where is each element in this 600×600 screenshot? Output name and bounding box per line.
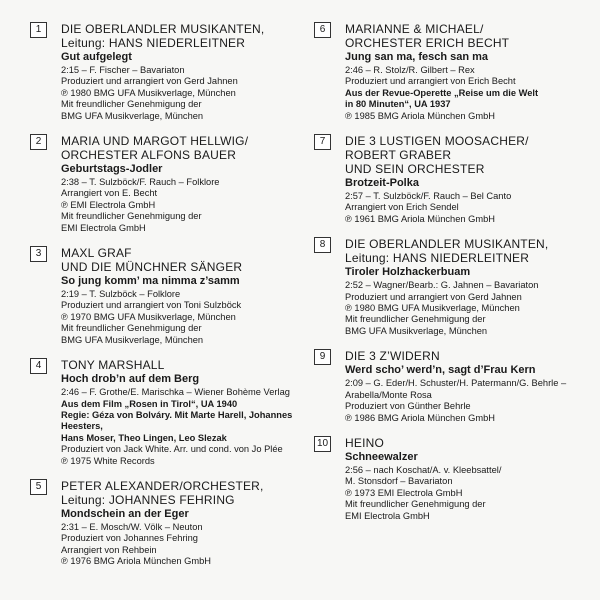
track-title: Schneewalzer — [345, 450, 418, 463]
track-number: 5 — [30, 479, 47, 495]
credit-line: Mit freundlicher Genehmigung der — [61, 211, 202, 222]
track-artist: DIE 3 Z’WIDERN — [345, 349, 440, 364]
credit-line: Produziert von Johannes Fehring — [61, 533, 198, 544]
track-credits — [61, 65, 298, 122]
track-entry — [314, 22, 584, 122]
track-number: 3 — [30, 246, 47, 262]
track-number: 8 — [314, 237, 331, 253]
track-artist: PETER ALEXANDER/ORCHESTER, — [61, 478, 264, 493]
credit-line: 2:52 – Wagner/Bearb.: G. Jahnen – Bavariaton — [345, 280, 539, 291]
credit-line: ℗ 1970 BMG UFA Musikverlage, München — [61, 311, 236, 322]
track-credits — [61, 387, 298, 467]
track-title: Hoch drob’n auf dem Berg — [61, 373, 200, 386]
track-title: Werd scho’ werd’n, sagt d’Frau Kern — [345, 364, 536, 377]
credit-line: ℗ EMI Electrola GmbH — [61, 199, 156, 210]
credit-line: ℗ 1980 BMG UFA Musikverlage, München — [61, 87, 236, 98]
credit-line: 2:46 – R. Stolz/R. Gilbert – Rex — [345, 65, 475, 75]
credit-line: 2:46 – F. Grothe/E. Marischka – Wiener Bohème Verlag — [61, 387, 290, 398]
right-column — [314, 22, 584, 534]
credit-line: ℗ 1973 EMI Electrola GmbH — [345, 487, 463, 498]
track-number: 4 — [30, 358, 47, 374]
credit-line: EMI Electrola GmbH — [345, 510, 430, 521]
credit-line: ℗ 1985 BMG Ariola München GmbH — [345, 110, 495, 121]
credit-line: BMG UFA Musikverlage, München — [345, 325, 488, 336]
credit-line: ℗ 1980 BMG UFA Musikverlage, München — [345, 303, 520, 314]
track-artist: Leitung: HANS NIEDERLEITNER — [61, 36, 246, 50]
track-title: Brotzeit-Polka — [345, 177, 419, 190]
film-credit-line: Regie: Géza von Bolváry. Mit Marte Harell, Johannes Heesters, — [61, 409, 293, 432]
credit-line: BMG UFA Musikverlage, München — [61, 110, 204, 121]
credit-line: Arrangiert von Erich Sendel — [345, 202, 459, 213]
track-artist: HEINO — [345, 435, 385, 450]
track-credits — [61, 289, 298, 346]
film-credit-line: Aus der Revue-Operette „Reise um die Welt — [345, 87, 539, 98]
credit-line: 2:19 – T. Sulzböck – Folklore — [61, 289, 181, 300]
credit-line: Arrangiert von Rehbein — [61, 544, 157, 555]
track-entry — [30, 22, 298, 122]
track-artist: ORCHESTER ALFONS BAUER — [61, 148, 237, 163]
film-credit-line: Hans Moser, Theo Lingen, Leo Slezak — [61, 432, 227, 443]
track-artist: DIE 3 LUSTIGEN MOOSACHER/ — [345, 134, 529, 149]
credit-line: ℗ 1986 BMG Ariola München GmbH — [345, 412, 495, 423]
film-credit-line: Aus dem Film „Rosen in Tirol“, UA 1940 — [61, 398, 238, 409]
track-title: Mondschein an der Eger — [61, 507, 189, 520]
credit-line: Produziert und arrangiert von Toni Sulzböck — [61, 300, 242, 311]
track-entry — [30, 358, 298, 467]
credit-line: Produziert und arrangiert von Erich Becht — [345, 76, 516, 87]
track-entry — [30, 134, 298, 234]
track-title: So jung komm’ ma nimma z’samm — [61, 275, 240, 288]
track-entry — [314, 237, 584, 337]
track-number: 6 — [314, 22, 331, 38]
track-number: 1 — [30, 22, 47, 38]
track-artist: DIE OBERLANDLER MUSIKANTEN, — [345, 237, 549, 252]
track-entry — [314, 349, 584, 424]
track-number: 2 — [30, 134, 47, 150]
credit-line: Mit freundlicher Genehmigung der — [345, 314, 486, 325]
track-artist: Leitung: JOHANNES FEHRING — [61, 492, 235, 507]
credit-line: Mit freundlicher Genehmigung der — [61, 323, 202, 334]
track-entry — [314, 436, 584, 522]
credit-line: ℗ 1961 BMG Ariola München GmbH — [345, 213, 495, 224]
credit-line: Produziert von Günther Behrle — [345, 401, 471, 412]
track-credits — [345, 280, 584, 337]
track-credits — [345, 191, 584, 225]
credit-line: Mit freundlicher Genehmigung der — [345, 499, 486, 510]
credit-line: Produziert und arrangiert von Gerd Jahnen — [345, 291, 522, 302]
track-credits — [345, 378, 584, 424]
credit-line: 2:56 – nach Koschat/A. v. Kleebsattel/ — [345, 464, 502, 475]
track-artist: TONY MARSHALL — [61, 358, 165, 373]
track-entry — [30, 246, 298, 346]
credit-line: 2:57 – T. Sulzböck/F. Rauch – Bel Canto — [345, 191, 512, 202]
credit-line: 2:09 – G. Eder/H. Schuster/H. Patermann/G. Behrle – — [345, 378, 567, 389]
left-column — [30, 22, 298, 580]
credit-line: BMG UFA Musikverlage, München — [61, 334, 204, 345]
track-artist: DIE OBERLANDLER MUSIKANTEN, — [61, 22, 265, 36]
track-artist: UND SEIN ORCHESTER — [345, 162, 485, 177]
track-title: Geburtstags-Jodler — [61, 163, 163, 176]
track-entry — [314, 134, 584, 225]
credit-line: ℗ 1976 BMG Ariola München GmbH — [61, 556, 211, 567]
track-artist: MARIA UND MARGOT HELLWIG/ — [61, 134, 249, 149]
track-number: 7 — [314, 134, 331, 150]
credit-line: ℗ 1975 White Records — [61, 455, 155, 466]
track-credits — [345, 465, 584, 522]
credit-line: Mit freundlicher Genehmigung der — [61, 99, 202, 110]
track-number: 10 — [314, 436, 331, 452]
credit-line: 2:15 – F. Fischer – Bavariaton — [61, 65, 185, 75]
track-artist: MAXL GRAF — [61, 246, 132, 261]
track-title: Jung san ma, fesch san ma — [345, 51, 489, 63]
credit-line: Arrangiert von E. Becht — [61, 188, 158, 199]
credit-line: M. Stonsdorf – Bavariaton — [345, 476, 453, 487]
track-title: Gut aufgelegt — [61, 51, 132, 63]
track-artist: ORCHESTER ERICH BECHT — [345, 36, 510, 50]
track-number: 9 — [314, 349, 331, 365]
track-credits — [345, 65, 584, 122]
film-credit-line: in 80 Minuten“, UA 1937 — [345, 99, 451, 110]
track-entry — [30, 479, 298, 568]
credit-line: EMI Electrola GmbH — [61, 222, 146, 233]
credit-line: Produziert von Jack White. Arr. und cond. von Jo Plée — [61, 444, 283, 455]
track-artist: Leitung: HANS NIEDERLEITNER — [345, 251, 530, 266]
track-credits — [61, 177, 298, 234]
track-artist: ROBERT GRABER — [345, 148, 452, 163]
credit-line: 2:31 – E. Mosch/W. Völk – Neuton — [61, 521, 203, 532]
credit-line: Produziert und arrangiert von Gerd Jahnen — [61, 76, 238, 87]
credit-line: Arabella/Monte Rosa — [345, 389, 432, 400]
track-artist: UND DIE MÜNCHNER SÄNGER — [61, 260, 243, 275]
track-title: Tiroler Holzhackerbuam — [345, 266, 471, 279]
credit-line: 2:38 – T. Sulzböck/F. Rauch – Folklore — [61, 177, 220, 188]
track-credits — [61, 522, 298, 568]
track-artist: MARIANNE & MICHAEL/ — [345, 22, 484, 36]
